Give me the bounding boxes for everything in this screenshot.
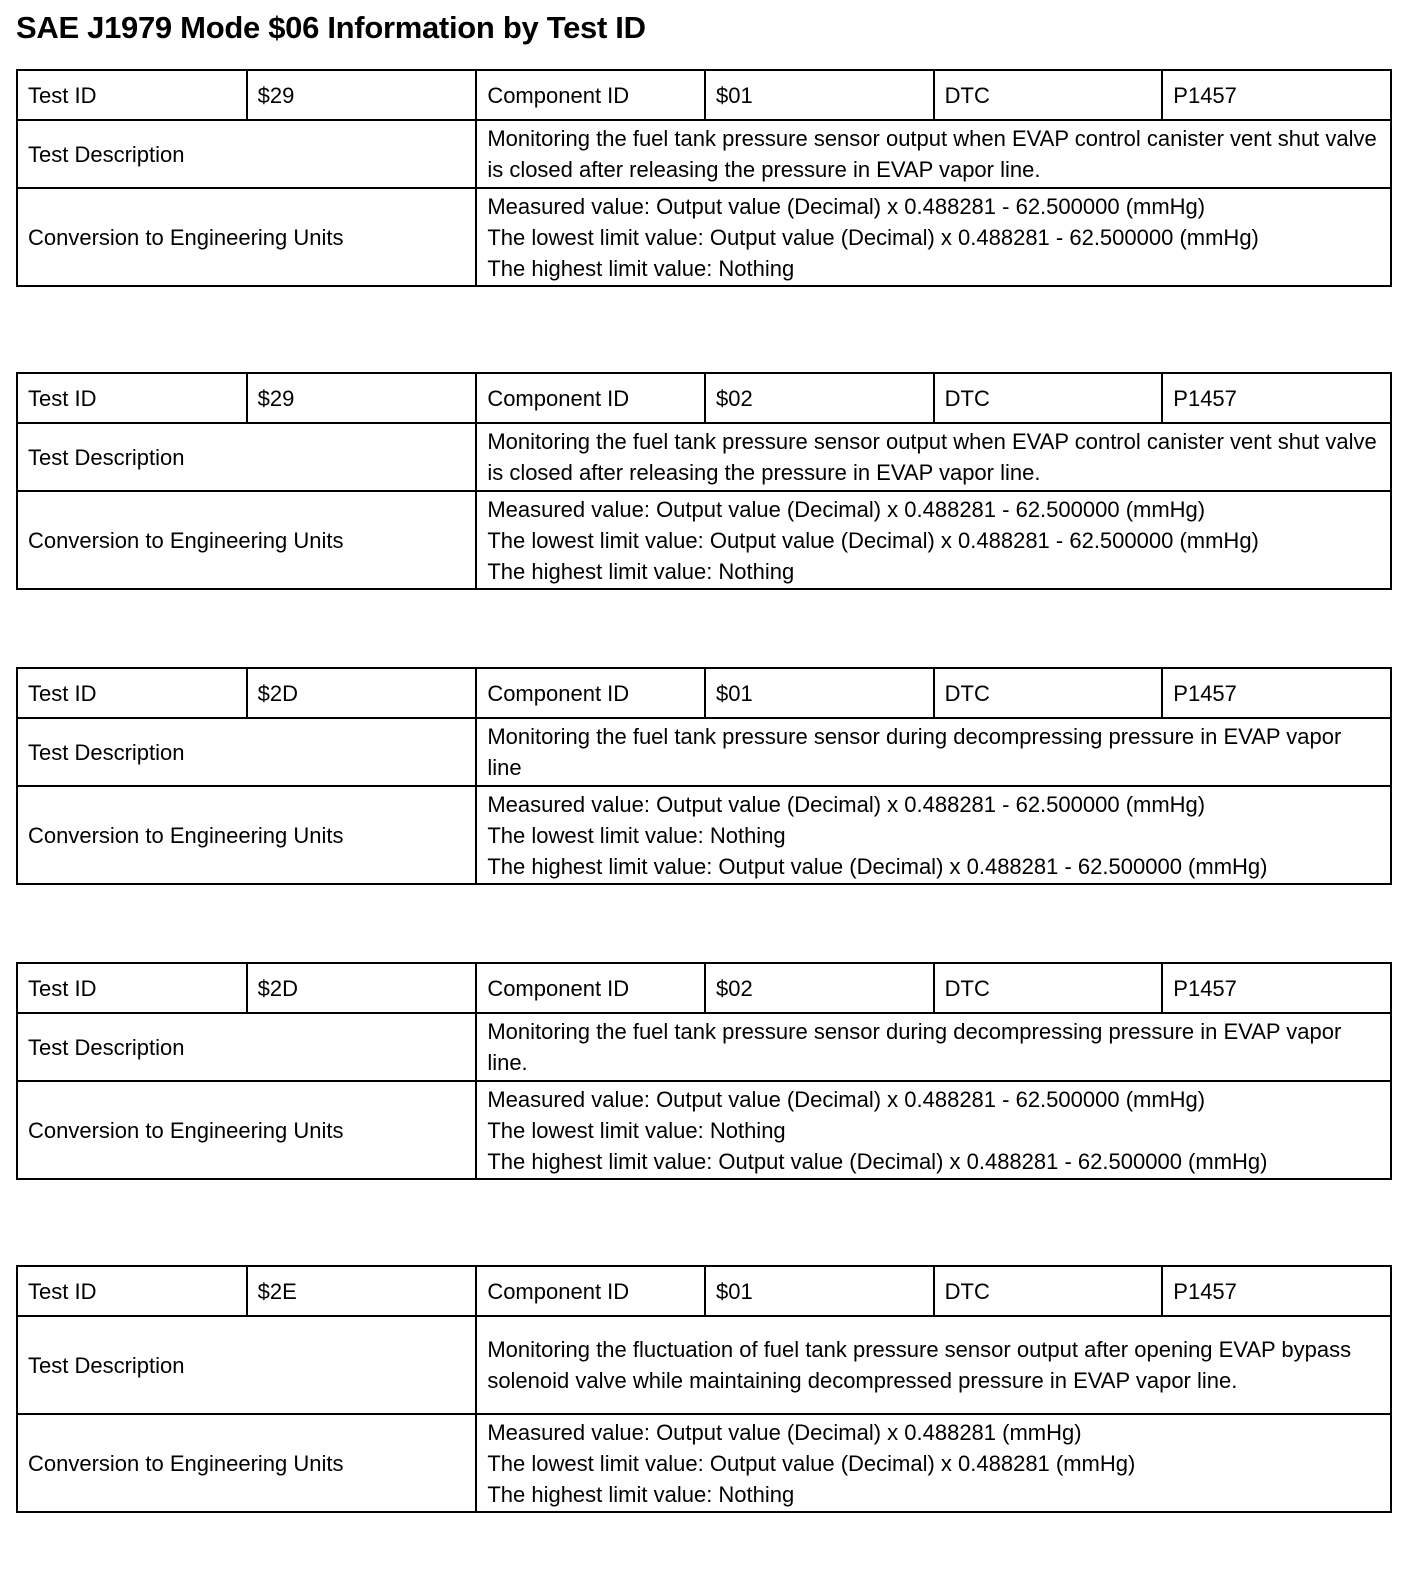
conversion-value — [476, 188, 1391, 286]
dtc-label: DTC — [934, 1266, 1163, 1316]
highest-limit-text: The highest limit value: Output value (Decimal) x 0.488281 - 62.500000 (mmHg) — [487, 853, 1268, 879]
conversion-label: Conversion to Engineering Units — [17, 1081, 476, 1179]
lowest-limit-text: The lowest limit value: Nothing — [487, 1117, 786, 1143]
test-description-value: Monitoring the fluctuation of fuel tank pressure sensor output after opening EVAP bypass solenoid valve while maintaining decompressed pressure in EVAP vapor line. — [476, 1316, 1391, 1414]
dtc-value: P1457 — [1162, 70, 1391, 120]
highest-limit-text: The highest limit value: Output value (Decimal) x 0.488281 - 62.500000 (mmHg) — [487, 1148, 1268, 1174]
table-header-row — [17, 70, 1391, 120]
conversion-row — [17, 1414, 1391, 1512]
measured-value-text: Measured value: Output value (Decimal) x 0.488281 - 62.500000 (mmHg) — [487, 791, 1206, 817]
conversion-value — [476, 491, 1391, 589]
dtc-label: DTC — [934, 668, 1163, 718]
test-description-label: Test Description — [17, 423, 476, 491]
measured-value-text: Measured value: Output value (Decimal) x 0.488281 - 62.500000 (mmHg) — [487, 1086, 1206, 1112]
description-row — [17, 120, 1391, 188]
test-description-value: Monitoring the fuel tank pressure sensor during decompressing pressure in EVAP vapor line — [476, 718, 1391, 786]
component-id-label: Component ID — [476, 1266, 705, 1316]
measured-value-text: Measured value: Output value (Decimal) x 0.488281 - 62.500000 (mmHg) — [487, 193, 1206, 219]
dtc-label: DTC — [934, 373, 1163, 423]
test-description-value: Monitoring the fuel tank pressure sensor output when EVAP control canister vent shut valve is closed after releasing the pressure in EVAP vapor line. — [476, 120, 1391, 188]
test-description-label: Test Description — [17, 120, 476, 188]
conversion-label: Conversion to Engineering Units — [17, 786, 476, 884]
test-id-label: Test ID — [17, 373, 247, 423]
test-id-value: $2E — [247, 1266, 477, 1316]
test-id-value: $29 — [247, 373, 477, 423]
test-description-label: Test Description — [17, 1013, 476, 1081]
page-title: SAE J1979 Mode $06 Information by Test ID — [16, 10, 646, 45]
dtc-value: P1457 — [1162, 963, 1391, 1013]
component-id-value: $01 — [705, 70, 934, 120]
component-id-label: Component ID — [476, 963, 705, 1013]
conversion-value — [476, 786, 1391, 884]
description-row — [17, 718, 1391, 786]
test-id-label: Test ID — [17, 963, 247, 1013]
table-header-row — [17, 963, 1391, 1013]
test-description-value: Monitoring the fuel tank pressure sensor output when EVAP control canister vent shut valve is closed after releasing the pressure in EVAP vapor line. — [476, 423, 1391, 491]
table-header-row — [17, 668, 1391, 718]
dtc-label: DTC — [934, 70, 1163, 120]
test-id-label: Test ID — [17, 1266, 247, 1316]
test-description-value: Monitoring the fuel tank pressure sensor during decompressing pressure in EVAP vapor line. — [476, 1013, 1391, 1081]
component-id-value: $01 — [705, 1266, 934, 1316]
conversion-value — [476, 1414, 1391, 1512]
description-row — [17, 423, 1391, 491]
test-id-table — [16, 962, 1392, 1180]
dtc-value: P1457 — [1162, 1266, 1391, 1316]
conversion-row — [17, 786, 1391, 884]
table-header-row — [17, 1266, 1391, 1316]
component-id-value: $02 — [705, 373, 934, 423]
measured-value-text: Measured value: Output value (Decimal) x 0.488281 (mmHg) — [487, 1419, 1082, 1445]
test-id-table — [16, 1265, 1392, 1513]
test-description-label: Test Description — [17, 718, 476, 786]
conversion-row — [17, 188, 1391, 286]
conversion-row — [17, 1081, 1391, 1179]
test-id-table — [16, 372, 1392, 590]
highest-limit-text: The highest limit value: Nothing — [487, 255, 795, 281]
lowest-limit-text: The lowest limit value: Output value (Decimal) x 0.488281 - 62.500000 (mmHg) — [487, 527, 1259, 553]
highest-limit-text: The highest limit value: Nothing — [487, 1481, 795, 1507]
conversion-label: Conversion to Engineering Units — [17, 491, 476, 589]
lowest-limit-text: The lowest limit value: Output value (Decimal) x 0.488281 - 62.500000 (mmHg) — [487, 224, 1259, 250]
conversion-label: Conversion to Engineering Units — [17, 188, 476, 286]
lowest-limit-text: The lowest limit value: Nothing — [487, 822, 786, 848]
dtc-label: DTC — [934, 963, 1163, 1013]
table-header-row — [17, 373, 1391, 423]
test-id-value: $29 — [247, 70, 477, 120]
component-id-value: $01 — [705, 668, 934, 718]
measured-value-text: Measured value: Output value (Decimal) x 0.488281 - 62.500000 (mmHg) — [487, 496, 1206, 522]
description-row — [17, 1013, 1391, 1081]
highest-limit-text: The highest limit value: Nothing — [487, 558, 795, 584]
test-id-value: $2D — [247, 963, 477, 1013]
lowest-limit-text: The lowest limit value: Output value (Decimal) x 0.488281 (mmHg) — [487, 1450, 1136, 1476]
dtc-value: P1457 — [1162, 373, 1391, 423]
component-id-value: $02 — [705, 963, 934, 1013]
test-id-value: $2D — [247, 668, 477, 718]
test-id-label: Test ID — [17, 70, 247, 120]
test-id-table — [16, 69, 1392, 287]
conversion-row — [17, 491, 1391, 589]
conversion-value — [476, 1081, 1391, 1179]
test-description-label: Test Description — [17, 1316, 476, 1414]
dtc-value: P1457 — [1162, 668, 1391, 718]
description-row — [17, 1316, 1391, 1414]
test-id-table — [16, 667, 1392, 885]
component-id-label: Component ID — [476, 373, 705, 423]
component-id-label: Component ID — [476, 668, 705, 718]
component-id-label: Component ID — [476, 70, 705, 120]
test-id-label: Test ID — [17, 668, 247, 718]
conversion-label: Conversion to Engineering Units — [17, 1414, 476, 1512]
